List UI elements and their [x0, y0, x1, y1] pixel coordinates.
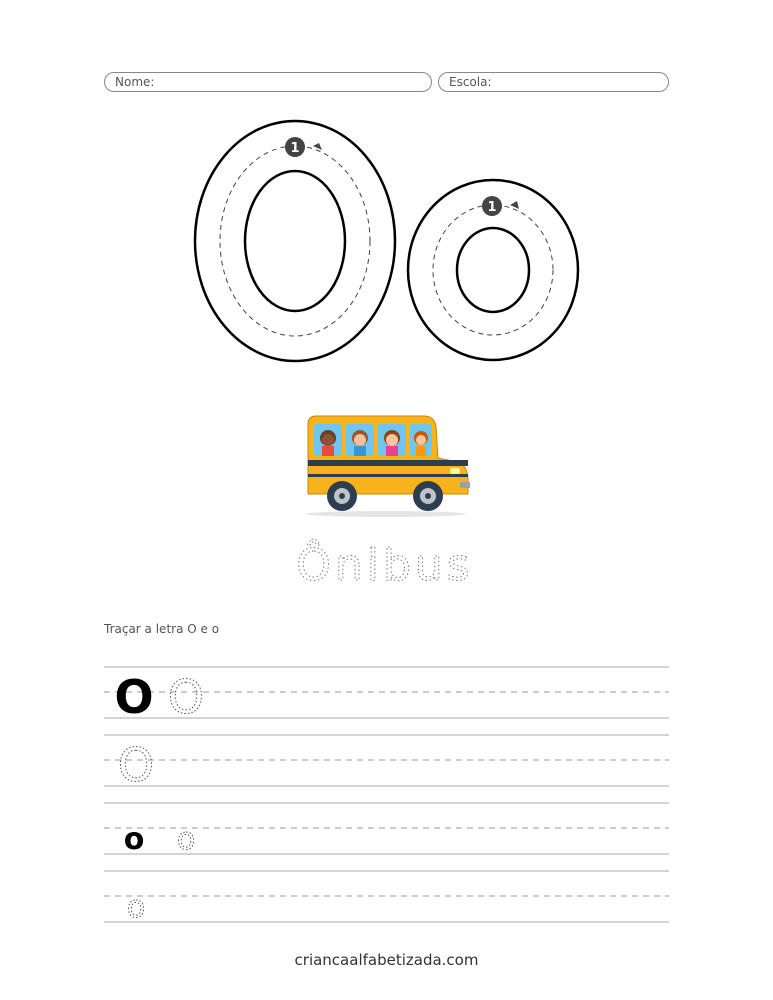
- arrow-icon: [313, 143, 322, 150]
- name-field[interactable]: [104, 72, 432, 92]
- svg-text:1: 1: [487, 200, 497, 215]
- traced-letter: o: [176, 822, 196, 857]
- traced-letter: O: [167, 670, 205, 724]
- handwriting-practice-lines[interactable]: [100, 655, 675, 930]
- instruction-text: Traçar a letra O e o: [104, 622, 220, 636]
- traced-letter: O: [117, 738, 155, 792]
- name-label: Nome:: [115, 75, 155, 89]
- footer-website: criancaalfabetizada.com: [294, 951, 479, 969]
- word-tracing: [290, 520, 480, 590]
- svg-text:Ônibus: Ônibus: [296, 540, 474, 590]
- traced-letter: o: [126, 890, 146, 925]
- stroke-number-badge-2: [482, 196, 502, 216]
- school-field[interactable]: [438, 72, 669, 92]
- school-label: Escola:: [449, 75, 492, 89]
- stroke-number-badge-1: [285, 137, 305, 157]
- svg-text:1: 1: [290, 141, 300, 156]
- example-letter: O: [114, 670, 154, 724]
- school-bus-illustration: [300, 410, 472, 518]
- letter-tracing-area: [185, 115, 585, 365]
- arrow-icon: [510, 201, 519, 209]
- example-letter: o: [123, 822, 145, 857]
